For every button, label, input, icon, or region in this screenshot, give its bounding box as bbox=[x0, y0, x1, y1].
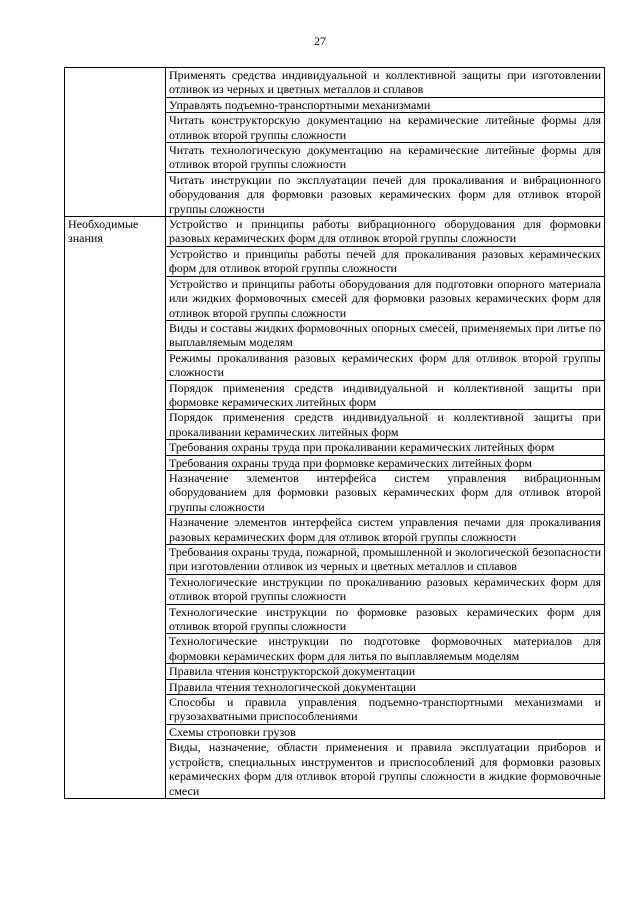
knowledge-item: Устройство и принципы работы вибрационного оборудования для формовки разовых керамических форм для отливок второй группы сложности bbox=[166, 217, 605, 247]
knowledge-item: Требования охраны труда при формовке керамических литейных форм bbox=[166, 455, 605, 470]
knowledge-item: Технологические инструкции по прокаливанию разовых керамических форм для отливок второй группы сложности bbox=[166, 574, 605, 604]
skills-item: Читать конструкторскую документацию на керамические литейные формы для отливок второй группы сложности bbox=[166, 113, 605, 143]
knowledge-item: Технологические инструкции по формовке разовых керамических форм для отливок второй группы сложности bbox=[166, 604, 605, 634]
knowledge-item: Технологические инструкции по подготовке формовочных материалов для формовки керамических форм для литья по выплавляемым моделям bbox=[166, 634, 605, 664]
knowledge-item: Порядок применения средств индивидуальной и коллективной защиты при формовке керамических литейных форм bbox=[166, 380, 605, 410]
knowledge-item: Требования охраны труда, пожарной, промышленной и экологической безопасности при изготовлении отливок из черных и цветных металлов и сплавов bbox=[166, 545, 605, 575]
knowledge-item: Назначение элементов интерфейса систем управления вибрационным оборудованием для формовки разовых керамических форм для отливок второй группы сложности bbox=[166, 470, 605, 514]
skills-item: Читать технологическую документацию на керамические литейные формы для отливок второй группы сложности bbox=[166, 143, 605, 173]
knowledge-item: Порядок применения средств индивидуальной и коллективной защиты при прокаливании керамических литейных форм bbox=[166, 410, 605, 440]
knowledge-item: Режимы прокаливания разовых керамических форм для отливок второй группы сложности bbox=[166, 350, 605, 380]
knowledge-item: Схемы строповки грузов bbox=[166, 724, 605, 739]
requirements-table-body bbox=[65, 68, 605, 799]
knowledge-item: Правила чтения технологической документации bbox=[166, 679, 605, 694]
skills-item: Применять средства индивидуальной и коллективной защиты при изготовлении отливок из черных и цветных металлов и сплавов bbox=[166, 68, 605, 98]
knowledge-item: Виды, назначение, области применения и правила эксплуатации приборов и устройств, специальных инструментов и приспособлений для формовки разовых керамических форм для отливок второй группы сложности в жидкие формовочные смеси bbox=[166, 740, 605, 799]
skills-item: Читать инструкции по эксплуатации печей для прокаливания и вибрационного оборудования для формовки разовых керамических форм для отливок второй группы сложности bbox=[166, 172, 605, 216]
knowledge-item: Устройство и принципы работы печей для прокаливания разовых керамических форм для отливок второй группы сложности bbox=[166, 246, 605, 276]
knowledge-item: Правила чтения конструкторской документации bbox=[166, 664, 605, 679]
skills-item: Управлять подъемно-транспортными механизмами bbox=[166, 97, 605, 112]
knowledge-item: Требования охраны труда при прокаливании керамических литейных форм bbox=[166, 440, 605, 455]
table-row bbox=[65, 68, 605, 98]
knowledge-item: Виды и составы жидких формовочных опорных смесей, применяемых при литье по выплавляемым моделям bbox=[166, 320, 605, 350]
skills-label bbox=[65, 68, 166, 217]
knowledge-label: Необходимые знания bbox=[65, 217, 166, 799]
page-number: 27 bbox=[314, 34, 326, 48]
knowledge-item: Способы и правила управления подъемно-транспортными механизмами и грузозахватными приспособлениями bbox=[166, 695, 605, 725]
knowledge-item: Устройство и принципы работы оборудования для подготовки опорного материала или жидких формовочных смесей для формовки разовых керамических форм для отливок второй группы сложности bbox=[166, 276, 605, 320]
table-row bbox=[65, 217, 605, 247]
knowledge-item: Назначение элементов интерфейса систем управления печами для прокаливания разовых керамических форм для отливок второй группы сложности bbox=[166, 515, 605, 545]
requirements-table bbox=[64, 67, 605, 799]
